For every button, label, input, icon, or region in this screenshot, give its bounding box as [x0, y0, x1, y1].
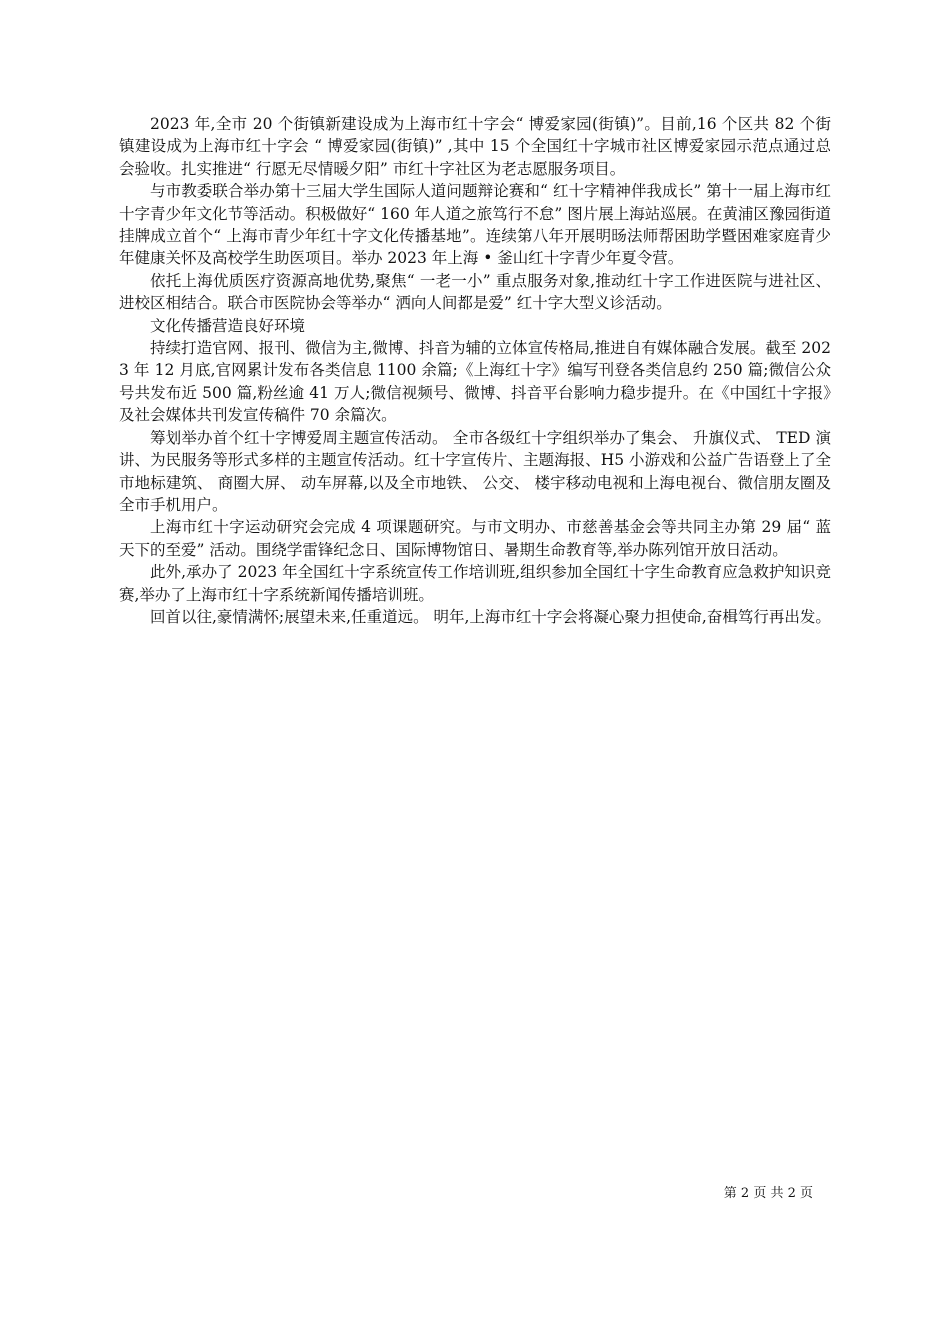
paragraph: 此外,承办了 2023 年全国红十字系统宣传工作培训班,组织参加全国红十字生命教育应急救护知识竞赛,举办了上海市红十字系统新闻传播培训班。 [119, 563, 831, 604]
section-heading: 文化传播营造良好环境 [150, 316, 306, 335]
page-number-footer: 第 2 页 共 2 页 [723, 1186, 813, 1201]
document-body [119, 113, 831, 628]
paragraph: 2023 年,全市 20 个街镇新建设成为上海市红十字会“ 博爱家园(街镇)”。目前,16 个区共 82 个街镇建设成为上海市红十字会 “ 博爱家园(街镇)” ,其中 15 个全国红十字城市社区博爱家园示范点通过总会验收。扎实推进“ 行愿无尽情暖夕阳” 市红十字社区为老志愿服务项目。 [119, 115, 831, 178]
paragraph: 与市教委联合举办第十三届大学生国际人道问题辩论赛和“ 红十字精神伴我成长” 第十一届上海市红十字青少年文化节等活动。积极做好“ 160 年人道之旅笃行不怠” 图片展上海站巡展。在黄浦区豫园街道挂牌成立首个“ 上海市青少年红十字文化传播基地”。连续第八年开展明旸法师帮困助学暨困难家庭青少年健康关怀及高校学生助医项目。举办 2023 年上海 • 釜山红十字青少年夏令营。 [119, 182, 831, 268]
paragraph: 上海市红十字运动研究会完成 4 项课题研究。与市文明办、市慈善基金会等共同主办第 29 届“ 蓝天下的至爱” 活动。围绕学雷锋纪念日、国际博物馆日、暑期生命教育等,举办陈列馆开放日活动。 [119, 518, 831, 559]
paragraph: 回首以往,豪情满怀;展望未来,任重道远。 明年,上海市红十字会将凝心聚力担使命,奋楫笃行再出发。 [150, 607, 831, 626]
paragraph: 筹划举办首个红十字博爱周主题宣传活动。 全市各级红十字组织举办了集会、 升旗仪式、 TED 演讲、为民服务等形式多样的主题宣传活动。红十字宣传片、主题海报、H5 小游戏和公益广告语登上了全市地标建筑、 商圈大屏、 动车屏幕,以及全市地铁、 公交、 楼宇移动电视和上海电视台、微信朋友圈及全市手机用户。 [119, 428, 831, 514]
paragraph: 依托上海优质医疗资源高地优势,聚焦“ 一老一小” 重点服务对象,推动红十字工作进医院与进社区、进校区相结合。联合市医院协会等举办“ 洒向人间都是爱” 红十字大型义诊活动。 [119, 271, 831, 313]
paragraph: 持续打造官网、报刊、微信为主,微博、抖音为辅的立体宣传格局,推进自有媒体融合发展。截至 2023 年 12 月底,官网累计发布各类信息 1100 余篇;《上海红十字》编写刊登各类信息约 250 篇;微信公众号共发布近 500 篇,粉丝逾 41 万人;微信视频号、微博、抖音平台影响力稳步提升。在《中国红十字报》及社会媒体共刊发宣传稿件 70 余篇次。 [119, 339, 831, 425]
